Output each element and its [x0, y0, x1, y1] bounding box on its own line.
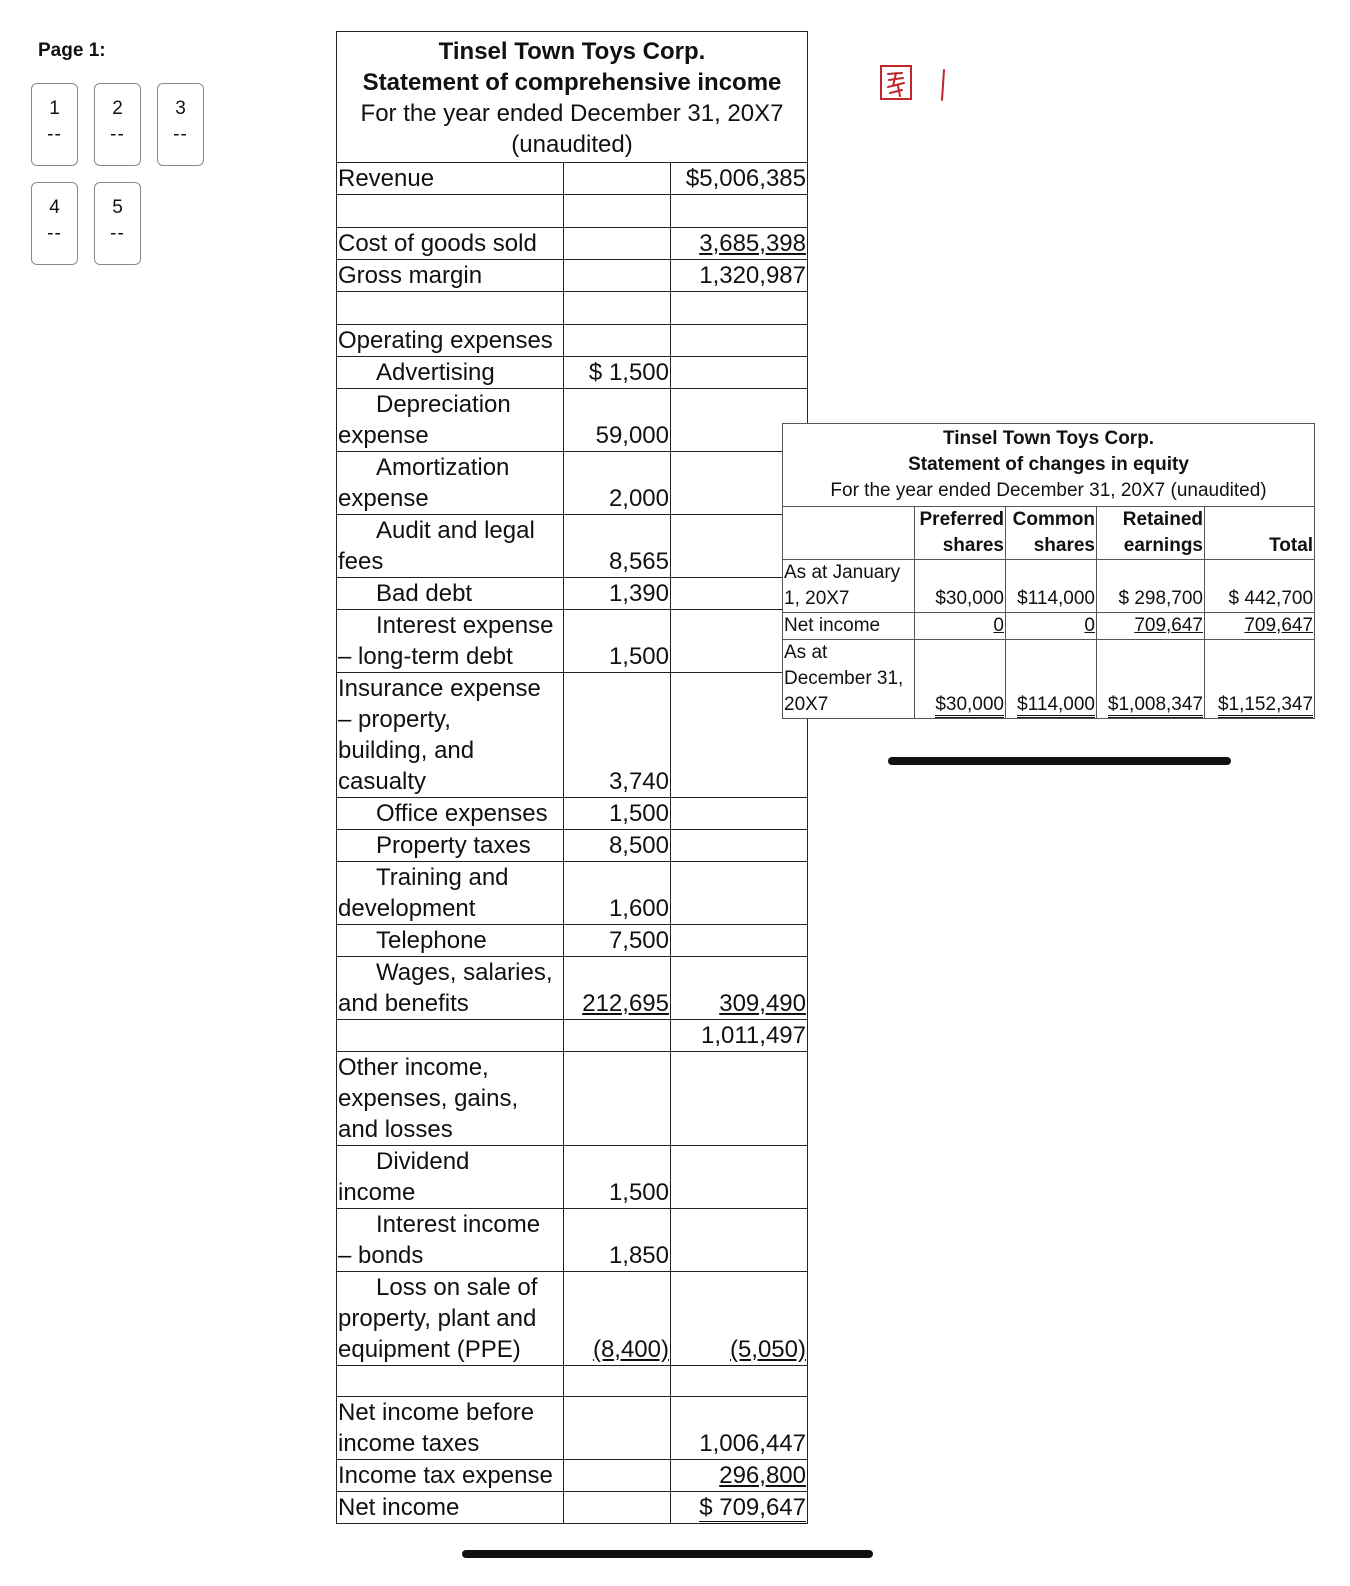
row-label: Gross margin [337, 260, 564, 292]
row-label: Interest income [376, 1211, 541, 1238]
table-row [337, 1460, 808, 1492]
row-label: Office expenses [376, 800, 548, 827]
row-label: Telephone [376, 927, 487, 954]
page-number: 2 [112, 98, 123, 119]
statement-note: (unaudited) [511, 131, 633, 158]
cell: $30,000 [915, 560, 1006, 613]
row-amount: 3,740 [564, 673, 671, 798]
table-row [337, 673, 808, 798]
row-label: Net income before income taxes [337, 1397, 564, 1460]
row-amount: 1,500 [564, 798, 671, 830]
cell: $ 442,700 [1205, 560, 1315, 613]
table-row [337, 325, 808, 357]
row-amount: 2,000 [564, 452, 671, 515]
table-row [337, 1209, 808, 1272]
table-row [783, 640, 1315, 719]
table-row [337, 163, 808, 195]
table-row [337, 1020, 808, 1052]
table-row [337, 830, 808, 862]
row-label: Interest expense [376, 612, 554, 639]
row-label: Insurance expense [338, 675, 541, 702]
page-status: -- [110, 124, 125, 145]
row-label-cont: expense [338, 422, 429, 449]
table-row [337, 1052, 808, 1146]
cell: $114,000 [1017, 694, 1095, 718]
company-name: Tinsel Town Toys Corp. [942, 428, 1155, 449]
row-amount: 8,565 [564, 515, 671, 578]
cell: $114,000 [1006, 560, 1097, 613]
operating-income: 1,011,497 [671, 1020, 808, 1052]
row-amount: 212,695 [582, 990, 669, 1017]
page-status: -- [47, 223, 62, 244]
row-label-cont: equipment (PPE) [338, 1336, 521, 1363]
page-status: -- [47, 124, 62, 145]
income-statement-header [337, 32, 808, 163]
row-label: Advertising [376, 359, 495, 386]
cell: $ 298,700 [1097, 560, 1205, 613]
row-amount: 3,685,398 [699, 230, 806, 257]
page-number: 4 [49, 197, 60, 218]
row-label: Revenue [337, 163, 564, 195]
table-row [783, 560, 1315, 613]
row-amount: 1,600 [564, 862, 671, 925]
page-number: 3 [175, 98, 186, 119]
row-label: Loss on sale of [376, 1274, 538, 1301]
page-number: 1 [49, 98, 60, 119]
row-amount: 1,500 [564, 1146, 671, 1209]
column-header: Total [1205, 507, 1315, 560]
row-label-cont: fees [338, 548, 384, 575]
blank-row [337, 292, 808, 325]
table-row [337, 1492, 808, 1524]
row-amount: 296,800 [719, 1462, 806, 1489]
table-row [337, 357, 808, 389]
cell: 0 [993, 615, 1004, 636]
row-label: Dividend [376, 1148, 470, 1175]
section-label: Operating expenses [337, 325, 564, 357]
row-amount: 1,320,987 [671, 260, 808, 292]
table-row [337, 925, 808, 957]
row-label-cont: – bonds [338, 1242, 424, 1269]
page-number: 5 [112, 197, 123, 218]
statement-period: For the year ended December 31, 20X7 [360, 100, 784, 127]
page-button-2[interactable] [94, 83, 141, 166]
table-row [337, 957, 808, 1020]
row-label-cont: development [338, 895, 476, 922]
blank-row [337, 195, 808, 228]
other-total: (5,050) [729, 1336, 806, 1363]
company-name: Tinsel Town Toys Corp. [438, 38, 706, 65]
row-amount: 1,500 [564, 610, 671, 673]
table-row [337, 610, 808, 673]
row-label: Wages, salaries, [376, 959, 553, 986]
cell: 709,647 [1134, 615, 1203, 636]
column-header: Retained earnings [1097, 507, 1205, 560]
handwritten-figure-mark-icon [876, 60, 956, 110]
table-row [337, 862, 808, 925]
row-label-cont: property, plant and [338, 1305, 537, 1332]
row-label: As at January 1, 20X7 [783, 560, 915, 613]
row-label: Depreciation [376, 391, 511, 418]
row-label: As at December 31, 20X7 [783, 640, 915, 719]
section-label: Other income, expenses, gains, and losses [337, 1052, 564, 1146]
column-header: Preferred shares [915, 507, 1006, 560]
statement-period: For the year ended December 31, 20X7 (unaudited) [830, 480, 1267, 501]
row-label-cont: building, and [338, 737, 475, 764]
table-row [337, 1272, 808, 1366]
scroll-indicator[interactable] [888, 757, 1231, 765]
home-indicator[interactable] [462, 1550, 873, 1558]
page-button-3[interactable] [157, 83, 204, 166]
row-amount: (8,400) [592, 1336, 669, 1363]
row-amount: 59,000 [564, 389, 671, 452]
row-amount: 1,850 [564, 1209, 671, 1272]
row-amount: 8,500 [564, 830, 671, 862]
row-amount: 7,500 [564, 925, 671, 957]
row-amount: 1,006,447 [671, 1397, 808, 1460]
page-button-5[interactable] [94, 182, 141, 265]
row-label: Income tax expense [337, 1460, 564, 1492]
row-label: Amortization [376, 454, 510, 481]
row-label: Net income [783, 613, 915, 640]
cell: 709,647 [1244, 615, 1314, 636]
row-amount: 1,390 [564, 578, 671, 610]
table-row [337, 578, 808, 610]
row-amount: $5,006,385 [671, 163, 808, 195]
row-label-cont: expense [338, 485, 429, 512]
row-label-cont: and benefits [338, 990, 469, 1017]
row-label-cont: income [338, 1179, 416, 1206]
row-label-cont: – property, [338, 706, 451, 733]
table-row [337, 1146, 808, 1209]
cell: $1,152,347 [1218, 694, 1313, 718]
column-header-row [783, 507, 1315, 560]
blank-row [337, 1366, 808, 1397]
row-label-cont: casualty [338, 768, 427, 795]
row-label-cont: – long-term debt [338, 643, 513, 670]
equity-statement-header [783, 424, 1315, 507]
cell: $1,008,347 [1108, 694, 1203, 718]
row-label: Bad debt [376, 580, 473, 607]
cell: 0 [1084, 615, 1095, 636]
page-status: -- [173, 124, 188, 145]
row-label: Net income [337, 1492, 564, 1524]
table-row [337, 1397, 808, 1460]
equity-statement-table [782, 423, 1315, 719]
table-row [337, 389, 808, 452]
row-label: Training and [376, 864, 509, 891]
table-row [783, 613, 1315, 640]
page-button-4[interactable] [31, 182, 78, 265]
table-row [337, 515, 808, 578]
net-income-amount: $ 709,647 [699, 1494, 806, 1524]
page-label: Page 1: [38, 40, 106, 61]
opex-total: 309,490 [719, 990, 806, 1017]
row-label: Audit and legal [376, 517, 535, 544]
row-label: Property taxes [376, 832, 531, 859]
column-header: Common shares [1006, 507, 1097, 560]
table-row [337, 260, 808, 292]
row-amount: $ 1,500 [564, 357, 671, 389]
page-status: -- [110, 223, 125, 244]
page-button-1[interactable] [31, 83, 78, 166]
statement-title: Statement of comprehensive income [362, 69, 782, 96]
table-row [337, 228, 808, 260]
table-row [337, 798, 808, 830]
cell: $30,000 [935, 694, 1004, 718]
statement-title: Statement of changes in equity [908, 454, 1189, 475]
table-row [337, 452, 808, 515]
income-statement-table [336, 31, 808, 1524]
row-label: Cost of goods sold [337, 228, 564, 260]
